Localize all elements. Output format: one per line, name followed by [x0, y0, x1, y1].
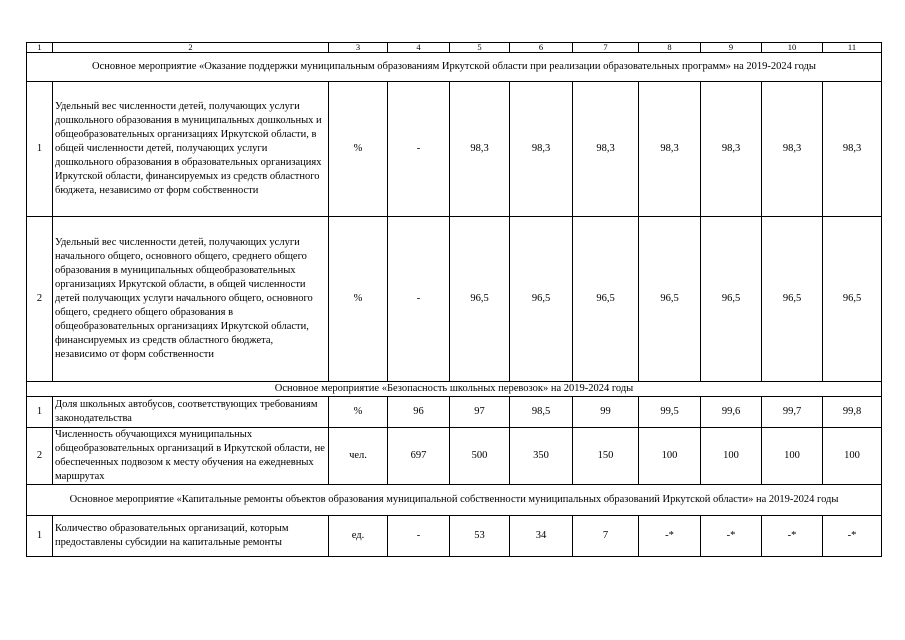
value-cell: -* [762, 516, 823, 557]
indicator-description: Доля школьных автобусов, соответствующих требованиям законодательства [53, 397, 329, 428]
column-number: 2 [53, 43, 329, 53]
section-title: Основное мероприятие «Капитальные ремонты объектов образования муниципальной собственности муниципальных образований Иркутской области» на 2019-2024 годы [27, 485, 882, 516]
column-number: 6 [510, 43, 573, 53]
value-cell: 98,3 [823, 82, 882, 217]
table-row [27, 516, 882, 557]
unit-cell: чел. [329, 428, 388, 485]
value-cell: 98,3 [510, 82, 573, 217]
column-number: 7 [573, 43, 639, 53]
value-cell: 98,5 [510, 397, 573, 428]
indicator-description: Удельный вес численности детей, получающих услуги дошкольного образования в муниципальных дошкольных и общеобразовательных организациях Иркутской области, в общей численности детей, получающих услуги дошкольного образования в образовательных организациях Иркутской области, финансируемых из средств областного бюджета, независимо от форм собственности [53, 82, 329, 217]
indicators-table [26, 42, 882, 557]
value-cell: 96,5 [573, 217, 639, 382]
column-number: 10 [762, 43, 823, 53]
value-cell: 96,5 [510, 217, 573, 382]
value-cell: 697 [388, 428, 450, 485]
value-cell: 53 [450, 516, 510, 557]
column-number: 11 [823, 43, 882, 53]
value-cell: 96,5 [450, 217, 510, 382]
value-cell: 98,3 [762, 82, 823, 217]
column-number-row [27, 43, 882, 53]
value-cell: - [388, 516, 450, 557]
value-cell: -* [701, 516, 762, 557]
value-cell: 99,8 [823, 397, 882, 428]
unit-cell: % [329, 217, 388, 382]
section-title: Основное мероприятие «Безопасность школьных перевозок» на 2019-2024 годы [27, 382, 882, 397]
value-cell: 7 [573, 516, 639, 557]
value-cell: -* [639, 516, 701, 557]
value-cell: 150 [573, 428, 639, 485]
value-cell: 99,7 [762, 397, 823, 428]
value-cell: 500 [450, 428, 510, 485]
indicator-description: Численность обучающихся муниципальных общеобразовательных организаций в Иркутской области, не обеспеченных подвозом к месту обучения на ежедневных маршрутах [53, 428, 329, 485]
value-cell: 96,5 [762, 217, 823, 382]
value-cell: 34 [510, 516, 573, 557]
value-cell: - [388, 82, 450, 217]
column-number: 3 [329, 43, 388, 53]
value-cell: 96,5 [823, 217, 882, 382]
value-cell: 99,6 [701, 397, 762, 428]
section-header-row [27, 485, 882, 516]
value-cell: 97 [450, 397, 510, 428]
unit-cell: ед. [329, 516, 388, 557]
value-cell: - [388, 217, 450, 382]
section-header-row [27, 53, 882, 82]
table-row [27, 217, 882, 382]
table-row [27, 82, 882, 217]
value-cell: 96 [388, 397, 450, 428]
value-cell: 98,3 [450, 82, 510, 217]
section-header-row [27, 382, 882, 397]
row-number: 1 [27, 516, 53, 557]
row-number: 2 [27, 428, 53, 485]
column-number: 8 [639, 43, 701, 53]
table-row [27, 428, 882, 485]
unit-cell: % [329, 397, 388, 428]
value-cell: 100 [701, 428, 762, 485]
column-number: 9 [701, 43, 762, 53]
value-cell: 350 [510, 428, 573, 485]
value-cell: 98,3 [701, 82, 762, 217]
value-cell: 96,5 [639, 217, 701, 382]
value-cell: 100 [762, 428, 823, 485]
table-row [27, 397, 882, 428]
section-title: Основное мероприятие «Оказание поддержки муниципальным образованиям Иркутской области при реализации образовательных программ» на 2019-2024 годы [27, 53, 882, 82]
value-cell: 98,3 [639, 82, 701, 217]
value-cell: 100 [639, 428, 701, 485]
value-cell: 98,3 [573, 82, 639, 217]
value-cell: 99,5 [639, 397, 701, 428]
value-cell: 96,5 [701, 217, 762, 382]
value-cell: -* [823, 516, 882, 557]
indicator-description: Количество образовательных организаций, которым предоставлены субсидии на капитальные ремонты [53, 516, 329, 557]
value-cell: 100 [823, 428, 882, 485]
column-number: 1 [27, 43, 53, 53]
row-number: 1 [27, 397, 53, 428]
unit-cell: % [329, 82, 388, 217]
column-number: 5 [450, 43, 510, 53]
column-number: 4 [388, 43, 450, 53]
value-cell: 99 [573, 397, 639, 428]
row-number: 1 [27, 82, 53, 217]
indicator-description: Удельный вес численности детей, получающих услуги начального общего, основного общего, среднего общего образования в муниципальных общеобразовательных организациях Иркутской области, в общей численности детей получающих услуги начального общего, основного общего, среднего общего образования в общеобразовательных организациях Иркутской области, финансируемых из средств областного бюджета, независимо от форм собственности [53, 217, 329, 382]
row-number: 2 [27, 217, 53, 382]
